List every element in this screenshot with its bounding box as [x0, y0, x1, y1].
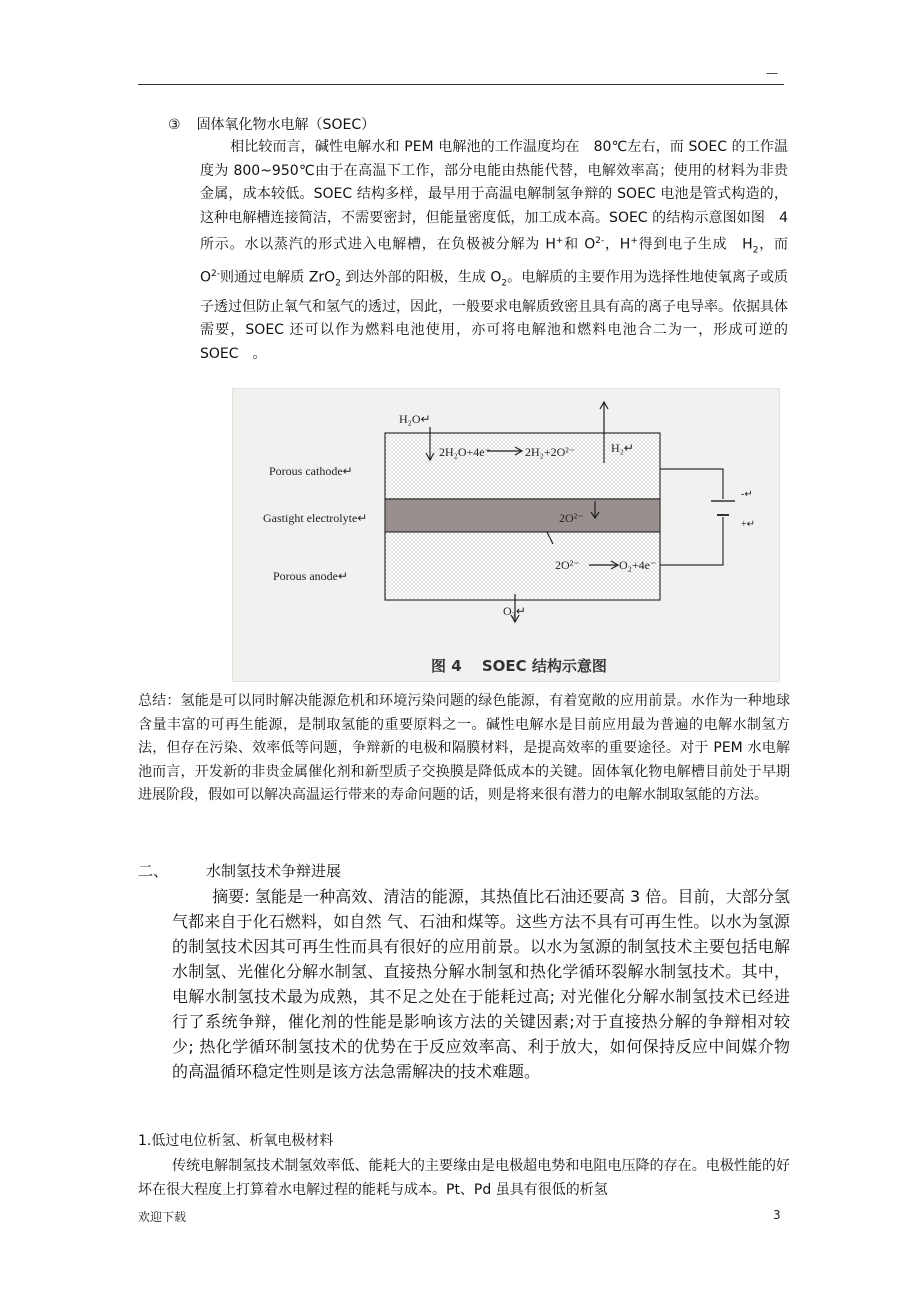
subsection-paragraph — [138, 1154, 790, 1202]
section-heading — [168, 114, 375, 134]
soec-diagram — [233, 389, 779, 681]
h2o-in-label: H₂O↵ — [399, 412, 431, 426]
electrolyte-label: Gastight electrolyte↵ — [263, 511, 368, 525]
electrolyte-layer — [385, 499, 660, 532]
soec-paragraph-segment: 2 — [335, 278, 341, 289]
soec-paragraph-segment: 则通过电解质 ZrO — [220, 269, 336, 286]
anode-reaction-label: 2O²⁻ — [555, 558, 580, 572]
electrolyte-ion-label: 2O²⁻ — [559, 511, 584, 525]
soec-paragraph-segment: 2 — [501, 278, 508, 289]
subsection-title: 1.低过电位析氢、析氧电极材料 — [138, 1133, 334, 1149]
subsection-text: 传统电解制氢技术制氢效率低、能耗大的主要缘由是电极超电势和电阻电压降的存在。电极性能的好坏在很大程度上打算着水电解过程的能耗与成本。Pt、Pd 虽具有很低的析氢 — [138, 1158, 790, 1198]
abstract-text: 摘要: 氢能是一种高效、清洁的能源，其热值比石油还要高 3 倍。目前，大部分氢气都来自于化石燃料，如自然 气、石油和煤等。这些方法不具有可再生性。以水为氢源的制氢技术因其可再生性而具有很好的应用前景。以水为氢源的制氢技术主要包括电解水制氢、光催化分解水制氢、直接热分解水制氢和热化学循环裂解水制氢技术。其中，电解水制氢技术最为成熟，其不足之处在于能耗过高; 对光催化分解水制氢技术已经进行了系统争辩，催化剂的性能是影响该方法的关键因素;对于直接热分解的争辩相对较少; 热化学循环制氢技术的优势在于反应效率高、利于放大，如何保持反应中间媒介物的高温循环稳定性则是该方法急需解决的技术难题。 — [172, 887, 790, 1081]
header-mark: — — [766, 66, 778, 80]
soec-paragraph-segment: 相比较而言，碱性电解水和 PEM 电解池的工作温度均在 80℃左右，而 SOEC 的工作温度为 800~950℃由于在高温下工作，部分电能由热能代替，电解效率高；使用的材料为非贵金属，成本较低。SOEC 结构多样，最早用于高温电解制氢争辩的 SOEC 电池是管式构造的，这种电解槽连接简洁，不需要密封，但能量密度低，加工成本高。SOEC 的结构示意图如图 4 所示。水以蒸汽的形式进入电解槽，在负极被分解为 H — [200, 139, 802, 253]
soec-paragraph-segment: + — [630, 236, 638, 246]
soec-paragraph-segment: ，而 O — [200, 236, 802, 286]
chapter-title: 水制氢技术争辩进展 — [206, 862, 342, 880]
cathode-product-label: 2H₂+2O²⁻ — [525, 445, 576, 459]
soec-paragraph-segment: 和 O — [563, 236, 596, 253]
footer-text: 欢迎下载 — [138, 1210, 187, 1224]
soec-paragraph — [200, 136, 802, 366]
soec-paragraph-segment: ，H — [604, 236, 631, 253]
anode-label: Porous anode↵ — [273, 569, 349, 583]
header-rule — [138, 84, 784, 85]
soec-paragraph-segment: 得到电子生成 H — [637, 236, 753, 253]
figure-caption: 图 4 SOEC 结构示意图 — [431, 657, 607, 675]
anode-product-label: O₂+4e⁻ — [619, 558, 657, 572]
soec-paragraph-segment: + — [555, 236, 564, 246]
cathode-reaction-label: 2H₂O+4e⁻ — [439, 445, 491, 459]
battery-neg-label: -↵ — [741, 489, 753, 500]
chapter-number: 二、 — [138, 862, 169, 880]
chapter-heading — [138, 860, 341, 881]
battery-pos-label: +↵ — [741, 519, 756, 530]
abstract-paragraph — [172, 884, 790, 1084]
soec-figure — [232, 388, 780, 682]
summary-paragraph: 总结：氢能是可以同时解决能源危机和环境污染问题的绿色能源，有着宽敞的应用前景。水作为一种地球含量丰富的可再生能源，是制取氢能的重要原料之一。碱性电解水是目前应用最为普遍的电解水制氢方法，但存在污染、效率低等问题，争辩新的电极和隔膜材料，是提高效率的重要途径。对于 PEM 水电解池而言，开发新的非贵金属催化剂和新型质子交换膜是降低成本的关键。固体氧化物电解槽目前处于早期进展阶段，假如可以解决高温运行带来的寿命问题的话，则是将来很有潜力的电解水制取氢能的方法。 — [138, 693, 790, 803]
section-title: 固体氧化物水电解（SOEC） — [196, 117, 376, 133]
soec-paragraph-segment: 2 — [752, 245, 759, 256]
soec-paragraph-segment: 2- — [595, 236, 605, 246]
page-number: 3 — [773, 1208, 781, 1222]
section-number: ③ — [168, 117, 181, 133]
soec-paragraph-segment: 到达外部的阳极，生成 O — [340, 269, 502, 286]
soec-paragraph-segment: 。电解质的主要作用为选择性地使氧离子或质子透过但防止氧气和氢气的透过，因此，一般要求电解质致密且具有高的离子电导率。依据具体需要，SOEC 还可以作为燃料电池使用，亦可将电解池和燃料电池合二为一，形成可逆的 SOEC 。 — [200, 269, 788, 362]
o2-out-label: O₂↵ — [503, 604, 526, 618]
h2-out-label: H₂↵ — [611, 441, 634, 455]
cathode-label: Porous cathode↵ — [269, 464, 353, 478]
soec-paragraph-segment: 2- — [211, 268, 221, 279]
